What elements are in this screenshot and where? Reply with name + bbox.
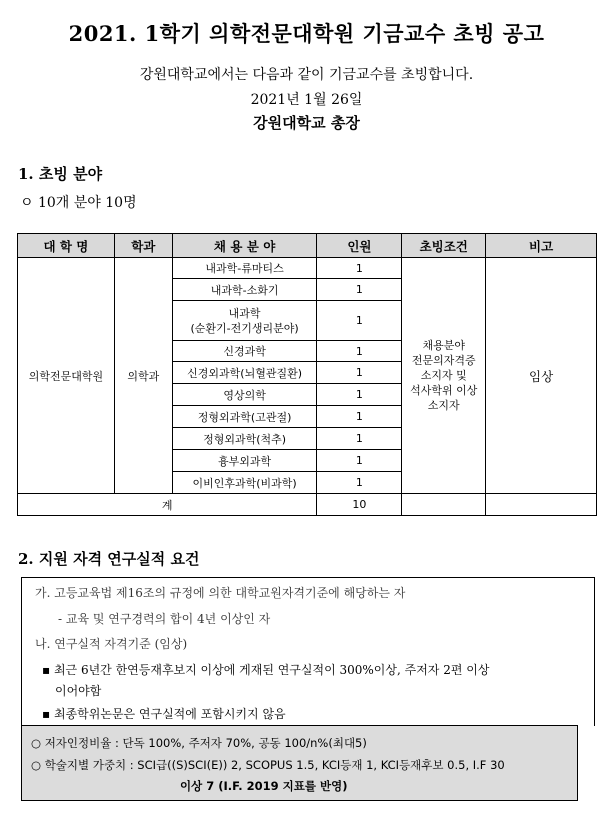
condition-cell: 채용분야 전문의자격증 소지자 및 석사학위 이상 소지자 — [402, 258, 486, 494]
field-cell: 영상의학 — [172, 384, 317, 406]
intro-text: 강원대학교에서는 다음과 같이 기금교수를 초빙합니다. — [139, 67, 474, 83]
journal-weight-line-cont: 이상 7 (I.F. 2019 지표를 반영) — [180, 779, 348, 793]
total-condition-empty — [402, 494, 486, 516]
count-cell: 1 — [317, 258, 402, 279]
qualification-line-b: 나. 연구실적 자격기준 (임상) — [35, 637, 188, 651]
field-cell: 내과학-류마티스 — [172, 258, 317, 279]
total-note-empty — [486, 494, 597, 516]
requirement-bullet-2: ▪ 최종학위논문은 연구실적에 포함시키지 않음 — [42, 707, 286, 721]
page-title: 2021. 1학기 의학전문대학원 기금교수 초빙 공고 — [68, 21, 545, 46]
requirement-bullet-1-cont: 이어야함 — [55, 684, 102, 698]
qualification-line-a: 가. 고등교육법 제16조의 규정에 의한 대학교원자격기준에 해당하는 자 — [35, 586, 406, 600]
field-cell: 이비인후과학(비과학) — [172, 472, 317, 494]
total-label: 계 — [18, 494, 317, 516]
field-cell: 정형외과학(고관절) — [172, 406, 317, 428]
count-cell: 1 — [317, 341, 402, 362]
college-cell: 의학전문대학원 — [18, 258, 115, 494]
weighting-box — [21, 725, 578, 801]
header-field: 채 용 분 야 — [172, 234, 317, 258]
header-note: 비고 — [486, 234, 597, 258]
author-ratio-line: ○ 저자인정비율 : 단독 100%, 주저자 70%, 공동 100/n%(최대5) — [31, 736, 367, 750]
total-count: 10 — [317, 494, 402, 516]
count-cell: 1 — [317, 450, 402, 472]
header-condition: 초빙조건 — [402, 234, 486, 258]
field-cell: 내과학 (순환기-전기생리분야) — [172, 301, 317, 341]
count-cell: 1 — [317, 362, 402, 384]
dept-cell: 의학과 — [114, 258, 172, 494]
count-cell: 1 — [317, 279, 402, 301]
count-cell: 1 — [317, 301, 402, 341]
qualification-box — [21, 577, 595, 726]
signer: 강원대학교 총장 — [253, 114, 360, 132]
table-row — [18, 258, 597, 279]
table-total-row — [18, 494, 597, 516]
recruitment-table — [17, 233, 597, 516]
header-count: 인원 — [317, 234, 402, 258]
section2-heading: 2. 지원 자격 연구실적 요건 — [18, 550, 200, 568]
count-cell: 1 — [317, 428, 402, 450]
header-college: 대 학 명 — [18, 234, 115, 258]
field-cell: 내과학-소화기 — [172, 279, 317, 301]
field-cell: 흉부외과학 — [172, 450, 317, 472]
count-cell: 1 — [317, 406, 402, 428]
journal-weight-line: ○ 학술지별 가중치 : SCI급((S)SCI(E)) 2, SCOPUS 1.5, KCI등재 1, KCI등재후보 0.5, I.F 30 — [31, 758, 505, 772]
count-cell: 1 — [317, 384, 402, 406]
field-cell: 신경과학 — [172, 341, 317, 362]
count-cell: 1 — [317, 472, 402, 494]
table-header-row — [18, 234, 597, 258]
section1-heading: 1. 초빙 분야 — [18, 165, 103, 183]
section1-summary: ㅇ 10개 분야 10명 — [20, 195, 137, 211]
header-dept: 학과 — [114, 234, 172, 258]
field-cell: 정형외과학(척추) — [172, 428, 317, 450]
field-cell: 신경외과학(뇌혈관질환) — [172, 362, 317, 384]
requirement-bullet-1: ▪ 최근 6년간 한연등재후보지 이상에 게재된 연구실적이 300%이상, 주저자 2편 이상 — [42, 663, 490, 677]
note-cell: 임상 — [486, 258, 597, 494]
qualification-line-a1: - 교육 및 연구경력의 합이 4년 이상인 자 — [58, 612, 271, 626]
announcement-date: 2021년 1월 26일 — [250, 92, 363, 108]
